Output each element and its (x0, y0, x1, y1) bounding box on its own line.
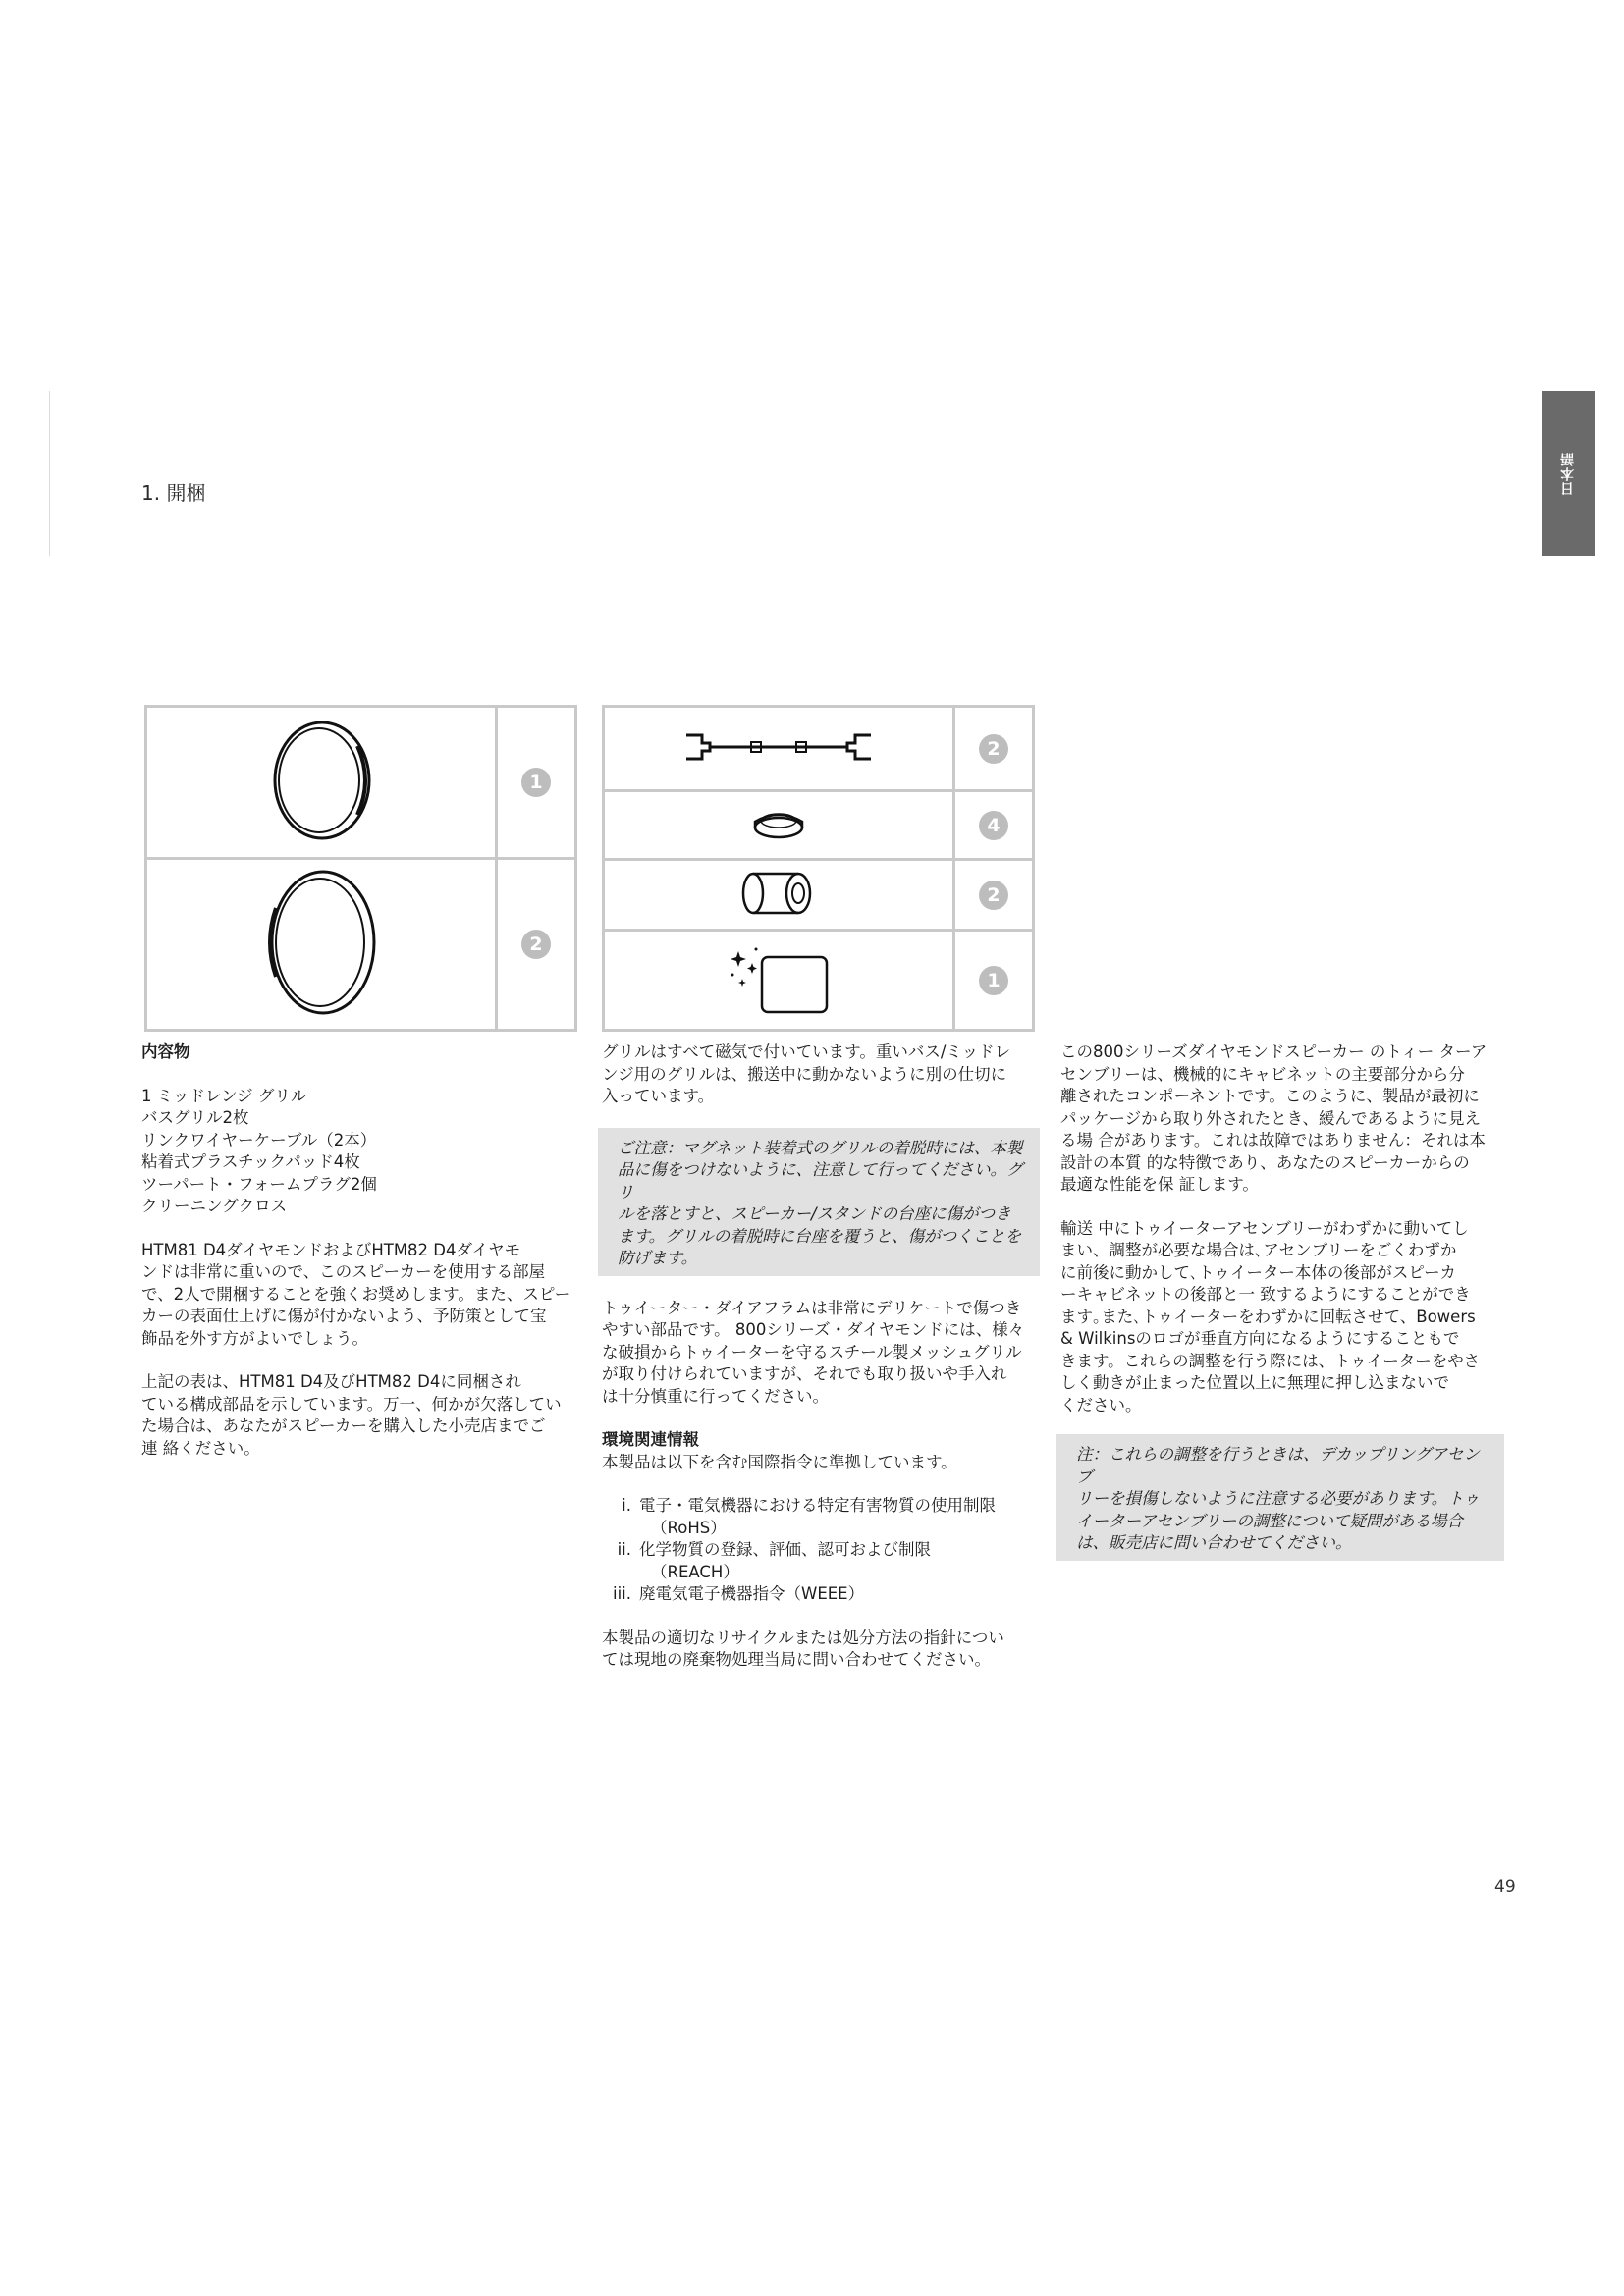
body-line: トゥイーター・ダイアフラムは非常にデリケートで傷つき (602, 1298, 1022, 1317)
parts-row (147, 860, 574, 1029)
note-line: イーターアセンブリーの調整について疑問がある場合 (1076, 1511, 1464, 1530)
adhesive-pad-icon (749, 804, 808, 847)
parts-qty-cell (955, 861, 1032, 929)
contents-item: 1 ミッドレンジ グリル (141, 1086, 307, 1105)
tweeter-adjustment-note (1056, 1434, 1504, 1561)
body-line: ーキャビネットの後部と一 致するようにすることができ (1060, 1285, 1471, 1304)
body-line: ては現地の廃棄物処理当局に問い合わせてください。 (602, 1650, 991, 1669)
body-line: HTM81 D4ダイヤモンドおよびHTM82 D4ダイヤモ (141, 1240, 521, 1259)
body-line: で、2人で開梱することを強くお奨めします。また、スピー (141, 1284, 571, 1304)
body-line: 最適な性能を保 証します。 (1060, 1175, 1259, 1194)
language-tab (1542, 391, 1595, 556)
foam-plug-icon (739, 869, 818, 922)
column-1 (141, 1041, 603, 1460)
contents-item: バスグリル2枚 (141, 1108, 249, 1127)
parts-image-cell (147, 708, 498, 857)
note-line: ルを落とすと、スピーカー/スタンドの台座に傷がつき (618, 1204, 1011, 1223)
note-line: ます。グリルの着脱時に台座を覆うと、傷がつくことを (618, 1226, 1022, 1246)
note-line: 注：これらの調整を行うときは、デカップリングアセンブ (1076, 1445, 1480, 1486)
regulation-list (602, 1495, 1061, 1606)
regulation-item: iii. 廃電気電子機器指令（WEEE） (613, 1584, 865, 1603)
parts-qty-cell (955, 708, 1032, 789)
section-title: 1. 開梱 (141, 481, 206, 505)
grille-caution-note (598, 1128, 1040, 1276)
parts-qty-cell (955, 792, 1032, 858)
column-3 (1060, 1041, 1522, 1561)
quantity-badge: 2 (979, 881, 1008, 910)
edge-rule (49, 391, 50, 556)
body-line: ンドは非常に重いので、このスピーカーを使用する部屋 (141, 1262, 546, 1281)
body-line: 設計の本質 的な特徴であり、あなたのスピーカーからの (1060, 1152, 1470, 1172)
body-line: まい、調整が必要な場合は､アセンブリーをごくわずか (1060, 1241, 1457, 1259)
contents-item: リンクワイヤーケーブル（2本） (141, 1130, 377, 1149)
language-tab-label: 日本語 (1560, 451, 1576, 496)
parts-qty-cell (498, 860, 574, 1029)
body-line: ください。 (1060, 1395, 1142, 1415)
body-line: グリルはすべて磁気で付いています。重いバス/ミッドレ (602, 1042, 1011, 1061)
contents-item: クリーニングクロス (141, 1197, 288, 1215)
parts-row (147, 708, 574, 860)
parts-image-cell (605, 708, 955, 789)
body-line: は十分慎重に行ってください。 (602, 1386, 829, 1406)
parts-image-cell (147, 860, 498, 1029)
body-line: しく動きが止まった位置以上に無理に押し込まないで (1060, 1373, 1449, 1392)
body-line: な破損からトゥイーターを守るスチール製メッシュグリル (602, 1342, 1022, 1362)
link-wire-cable-icon (680, 727, 877, 771)
body-line: & Wilkinsのロゴが垂直方向になるようにすることもで (1060, 1329, 1460, 1348)
regulation-item: ii. 化学物質の登録、評価、認可および制限 （REACH） (617, 1540, 931, 1581)
environment-heading: 環境関連情報 (602, 1430, 699, 1449)
body-line: センブリーは、機械的にキャビネットの主要部分から分 (1060, 1064, 1465, 1084)
midrange-grille-icon (267, 717, 375, 848)
parts-row (605, 932, 1032, 1029)
note-line: 防げます。 (618, 1249, 698, 1267)
body-line: 入っています。 (602, 1087, 715, 1105)
parts-row (605, 792, 1032, 861)
column-2 (602, 1041, 1061, 1672)
body-line: 上記の表は、HTM81 D4及びHTM82 D4に同梱され (141, 1372, 521, 1391)
body-line: カーの表面仕上げに傷が付かないよう、予防策として宝 (141, 1307, 547, 1325)
body-line: 飾品を外す方がよいでしょう。 (141, 1328, 368, 1348)
body-line: パッケージから取り外されたとき、緩んであるように見え (1060, 1108, 1482, 1128)
body-line: この800シリーズダイヤモンドスピーカー のトィー ターア (1060, 1042, 1488, 1061)
parts-image-cell (605, 861, 955, 929)
parts-qty-cell (498, 708, 574, 857)
parts-row (605, 708, 1032, 792)
note-line: は、販売店に問い合わせてください。 (1076, 1533, 1352, 1552)
regulation-item: i. 電子・電気機器における特定有害物質の使用制限 （RoHS） (622, 1496, 996, 1537)
body-line: る場 合があります。これは故障ではありません：それは本 (1060, 1131, 1486, 1149)
note-line: リーを損傷しないように注意する必要があります。トゥ (1076, 1489, 1480, 1508)
quantity-badge: 2 (979, 734, 1008, 764)
note-line: ご注意：マグネット装着式のグリルの着脱時には、本製 (618, 1138, 1023, 1157)
parts-row (605, 861, 1032, 932)
body-line: が取り付けられていますが、それでも取り扱いや手入れ (602, 1364, 1007, 1383)
quantity-badge: 4 (979, 811, 1008, 840)
body-line: 離されたコンポーネントです。このように、製品が最初に (1060, 1087, 1480, 1105)
body-line: 本製品の適切なリサイクルまたは処分方法の指針につい (602, 1628, 1004, 1647)
parts-table-grilles (144, 705, 577, 1032)
contents-item: ツーパート・フォームプラグ2個 (141, 1174, 377, 1194)
parts-table-accessories (602, 705, 1035, 1032)
body-line: に前後に動かして､トゥイーター本体の後部がスピーカ (1060, 1262, 1456, 1282)
parts-image-cell (605, 932, 955, 1029)
parts-image-cell (605, 792, 955, 858)
body-line: ている構成部品を示しています。万一、何かが欠落してい (141, 1394, 562, 1414)
contents-item: 粘着式プラスチックパッド4枚 (141, 1152, 360, 1171)
body-line: やすい部品です。 800シリーズ・ダイヤモンドには、様々 (602, 1320, 1025, 1339)
environment-intro: 本製品は以下を含む国際指令に準拠しています。 (602, 1452, 957, 1471)
body-line: 連 絡ください。 (141, 1438, 260, 1458)
parts-qty-cell (955, 932, 1032, 1029)
bass-grille-icon (262, 864, 380, 1025)
quantity-badge: 2 (521, 930, 551, 959)
note-line: 品に傷をつけないように、注意して行ってください。グリ (618, 1160, 1023, 1201)
body-line: た場合は、あなたがスピーカーを購入した小売店までご (141, 1416, 546, 1435)
page-number: 49 (1494, 1877, 1516, 1896)
body-line: 輸送 中にトゥイーターアセンブリーがわずかに動いてし (1060, 1218, 1469, 1238)
body-line: ンジ用のグリルは、搬送中に動かないように別の仕切に (602, 1064, 1007, 1084)
quantity-badge: 1 (521, 768, 551, 797)
cleaning-cloth-icon (725, 939, 833, 1022)
body-line: きます。これらの調整を行う際には、トゥイーターをやさ (1060, 1351, 1481, 1370)
quantity-badge: 1 (979, 966, 1008, 995)
contents-heading: 内容物 (141, 1042, 190, 1061)
body-line: ます｡また､トゥイーターをわずかに回転させて、Bowers (1060, 1307, 1476, 1326)
